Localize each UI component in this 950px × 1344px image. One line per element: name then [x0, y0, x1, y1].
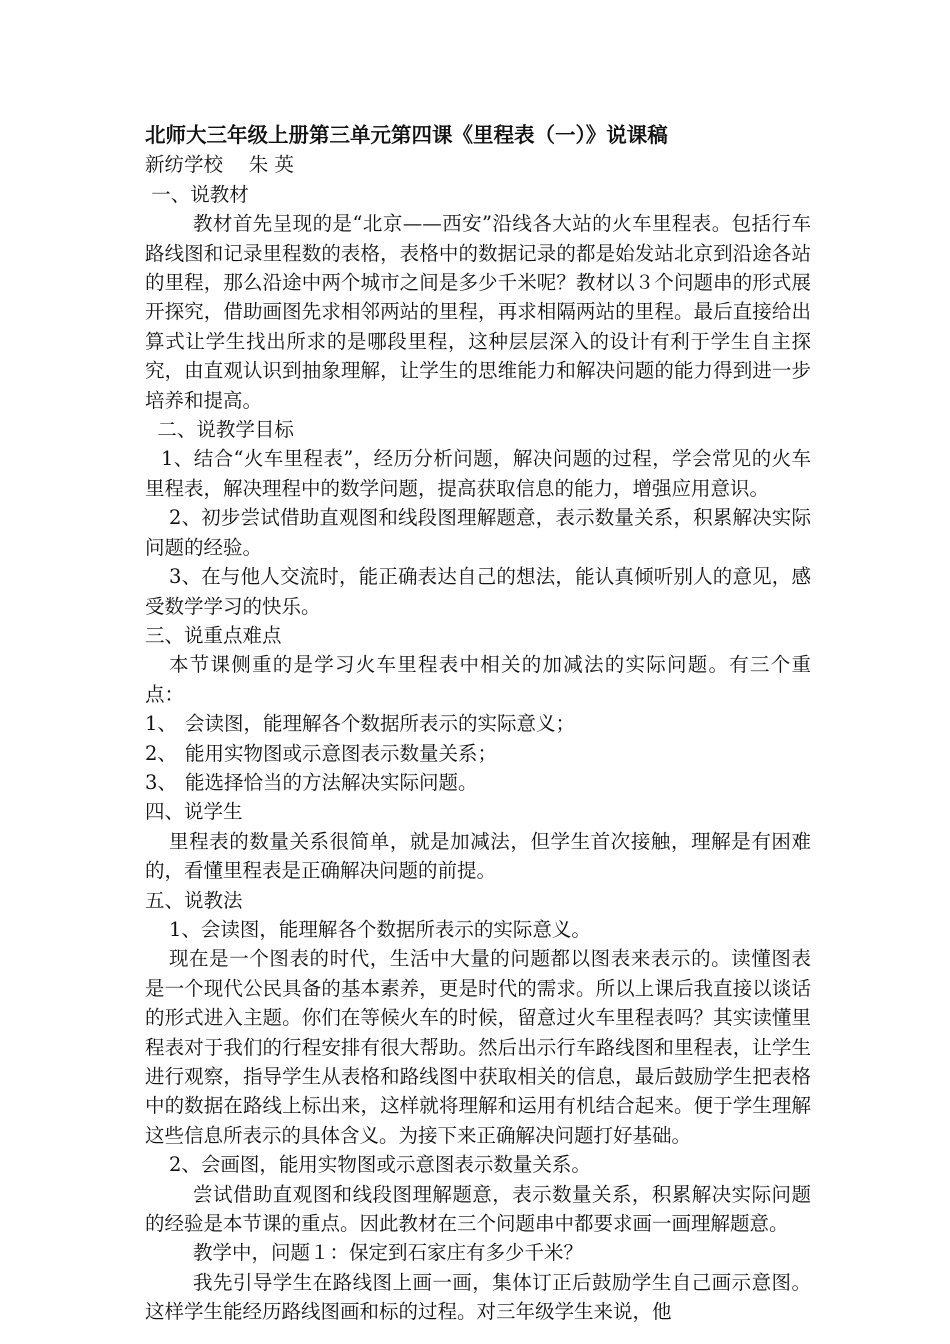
key-point-item: [145, 709, 811, 738]
paragraph-drawing: 我先引导学生在路线图上画一画，集体订正后鼓励学生自己画示意图。这样学生能经历路线图画和标的过程。对三年级学生来说，他: [145, 1270, 811, 1324]
section-heading-key-points: 三、说重点难点: [145, 623, 282, 647]
paragraph-textbook: 教材首先呈现的是“北京——西安”沿线各大站的火车里程表。包括行车路线图和记录里程数的表格，表格中的数据记录的都是始发站北京到沿途各站的里程，那么沿途中两个城市之间是多少千米呢？教材以３个问题串的形式展开探究，借助画图先求相邻两站的里程，再求相隔两站的里程。最后直接给出算式让学生找出所求的是哪段里程，这种层层深入的设计有利于学生自主探究，由直观认识到抽象理解，让学生的思维能力和解决问题的能力得到进一步培养和提高。: [145, 212, 811, 412]
paragraph-question-1: 教学中，问题１：保定到石家庄有多少千米？: [193, 1241, 584, 1265]
key-point-text: 能选择恰当的方法解决实际问题。: [185, 770, 478, 794]
method-1: 1、会读图，能理解各个数据所表示的实际意义。: [169, 917, 591, 941]
section-heading-methods: 五、说教法: [145, 888, 243, 912]
paragraph-method-2: 尝试借助直观图和线段图理解题意，表示数量关系，积累解决实际问题的经验是本节课的重点。因此教材在三个问题串中都要求画一画理解题意。: [145, 1182, 811, 1236]
goal-3: 3、在与他人交流时，能正确表达自己的想法，能认真倾听别人的意见，感受数学学习的快乐。: [145, 565, 811, 618]
key-point-number: 2、: [145, 741, 177, 765]
paragraph-key-points: 本节课侧重的是学习火车里程表中相关的加减法的实际问题。有三个重点：: [145, 653, 811, 706]
key-point-item: [145, 768, 811, 797]
key-point-item: [145, 739, 811, 768]
document-title: 北师大三年级上册第三单元第四课《里程表（一）》说课稿: [145, 123, 668, 147]
key-point-text: 能用实物图或示意图表示数量关系；: [185, 741, 498, 765]
goal-1: 1、结合“火车里程表”，经历分析问题，解决问题的过程，学会常见的火车里程表，解决理程中的数学问题，提高获取信息的能力，增强应用意识。: [145, 447, 811, 500]
key-point-number: 1、: [145, 712, 177, 736]
key-point-number: 3、: [145, 770, 177, 794]
section-heading-students: 四、说学生: [145, 800, 243, 824]
method-2: 2、会画图，能用实物图或示意图表示数量关系。: [169, 1153, 591, 1177]
paragraph-students: 里程表的数量关系很简单，就是加减法，但学生首次接触，理解是有困难的，看懂里程表是正确解决问题的前提。: [145, 829, 811, 883]
section-heading-goals: 二、说教学目标: [145, 418, 294, 442]
section-heading-textbook: 一、说教材: [145, 182, 249, 206]
author-line: 新纺学校 朱 英: [145, 153, 294, 177]
paragraph-method-1: 现在是一个图表的时代，生活中大量的问题都以图表来表示的。读懂图表是一个现代公民具备的基本素养，更是时代的需求。所以上课后我直接以谈话的形式进入主题。你们在等候火车的时候，留意过火车里程表吗？其实读懂里程表对于我们的行程安排有很大帮助。然后出示行车路线图和里程表，让学生进行观察，指导学生从表格和路线图中获取相关的信息，最后鼓励学生把表格中的数据在路线上标出来，这样就将理解和运用有机结合起来。便于学生理解这些信息所表示的具体含义。为接下来正确解决问题打好基础。: [145, 947, 811, 1147]
document-body: [145, 121, 811, 1327]
key-point-text: 会读图，能理解各个数据所表示的实际意义；: [185, 712, 576, 736]
goal-2: 2、初步尝试借助直观图和线段图理解题意，表示数量关系，积累解决实际问题的经验。: [145, 506, 811, 559]
